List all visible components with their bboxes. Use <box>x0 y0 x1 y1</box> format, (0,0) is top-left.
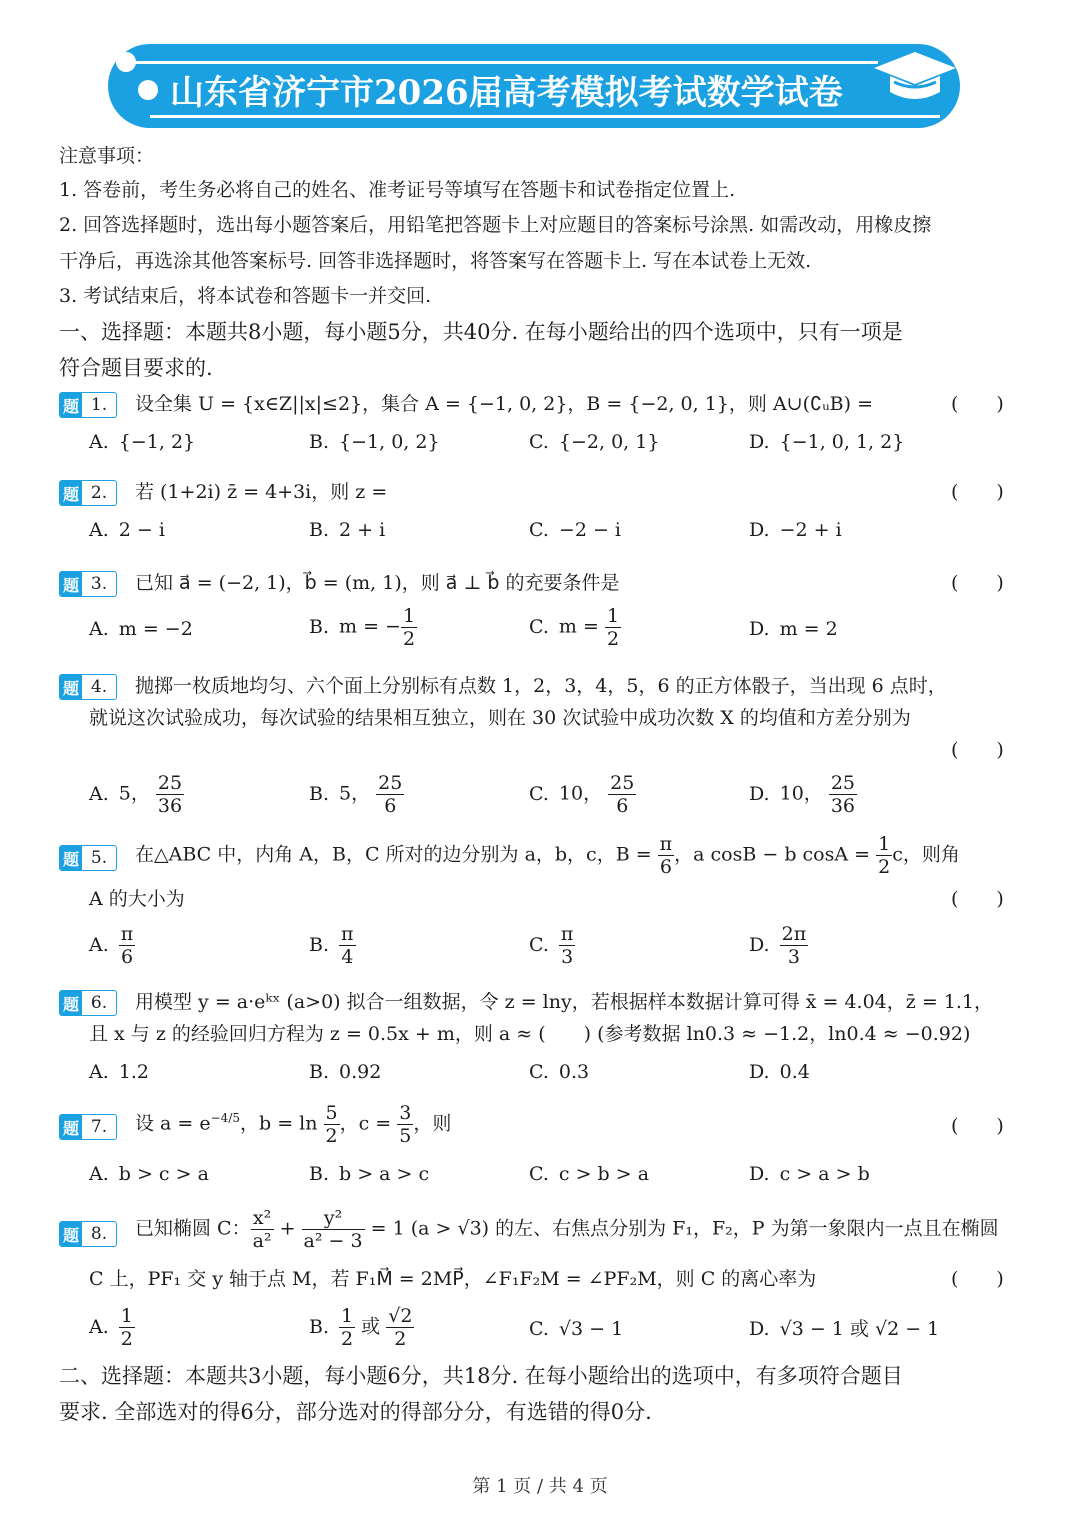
option-d[interactable] <box>749 516 842 544</box>
section-heading-line: 二、选择题：本题共3小题，每小题6分，共18分. 在每小题给出的选项中，有多项符合题目 <box>59 1364 903 1388</box>
fraction <box>119 1305 135 1350</box>
numerator: π <box>560 923 574 945</box>
option-a[interactable] <box>89 428 195 456</box>
option-text: b > c > a <box>118 1163 209 1185</box>
option-b[interactable] <box>309 605 417 650</box>
fraction <box>251 1207 274 1252</box>
exam-title: 山东省济宁市2026届高考模拟考试数学试卷 <box>170 73 843 113</box>
numerator: π <box>120 923 134 945</box>
question-number: 6. <box>90 993 108 1013</box>
option-c[interactable] <box>529 1315 623 1343</box>
section-heading-line: 一、选择题：本题共8小题，每小题5分，共40分. 在每小题给出的四个选项中，只有一项是 <box>59 320 903 344</box>
fraction <box>559 923 576 968</box>
option-label: A. <box>89 1061 109 1083</box>
numerator: 1 <box>341 1305 354 1327</box>
badge-label: 题 <box>60 1222 82 1246</box>
section-heading-line: 要求. 全部选对的得6分，部分选对的得部分分，有选错的得0分. <box>59 1400 652 1424</box>
question-number: 1. <box>90 395 108 415</box>
note-item: 1. 答卷前，考生务必将自己的姓名、准考证号等填写在答题卡和试卷指定位置上. <box>59 179 736 201</box>
option-label: D. <box>749 933 770 956</box>
option-label: D. <box>749 782 770 805</box>
denominator: 6 <box>120 946 134 968</box>
option-d[interactable] <box>749 615 838 643</box>
option-text: {−1, 2} <box>118 431 196 453</box>
numerator: x² <box>251 1207 274 1230</box>
option-text: m = 2 <box>779 618 838 640</box>
stem-text: 设 a = e <box>135 1112 211 1135</box>
option-label: B. <box>309 1315 330 1338</box>
question-badge <box>59 845 117 871</box>
question-stem <box>135 1207 999 1252</box>
numerator: 1 <box>402 605 416 627</box>
fraction <box>397 1102 413 1147</box>
option-label: D. <box>749 1061 770 1083</box>
fraction <box>339 1305 355 1350</box>
question-stem: 设全集 U = {x∈Z||x|≤2}，集合 A = {−1, 0, 2}，B = {−2, 0, 1}，则 A∪(∁ᵤB) = <box>135 393 873 415</box>
fraction <box>302 1207 365 1252</box>
numerator: 1 <box>878 833 891 855</box>
option-text: 5， <box>339 782 371 805</box>
option-text: √3 − 1 或 √2 − 1 <box>779 1318 940 1340</box>
note-item: 干净后，再选涂其他答案标号. 回答非选择题时，将答案写在答题卡上. 写在本试卷上无效. <box>59 250 812 272</box>
option-d[interactable] <box>749 923 808 968</box>
question-badge <box>59 571 117 597</box>
denominator: 3 <box>561 946 574 968</box>
answer-paren: ( ) <box>951 572 1004 594</box>
option-c[interactable] <box>529 605 621 650</box>
option-text: m = − <box>339 615 401 638</box>
option-text: m = <box>558 615 599 638</box>
numerator: 1 <box>606 605 620 627</box>
denominator: 6 <box>659 856 672 878</box>
option-a[interactable] <box>89 772 184 817</box>
option-label: C. <box>529 519 549 541</box>
option-a[interactable] <box>89 615 193 643</box>
fraction <box>376 772 404 817</box>
option-c[interactable] <box>529 1058 589 1086</box>
question-number: 3. <box>90 574 108 594</box>
numerator: 2π <box>781 923 807 945</box>
option-label: A. <box>89 933 109 956</box>
option-d[interactable] <box>749 772 857 817</box>
option-label: A. <box>89 782 109 805</box>
option-label: D. <box>749 431 770 453</box>
option-text: c > b > a <box>558 1163 650 1185</box>
question-stem-continued: 且 x 与 z 的经验回归方程为 z = 0.5x + m，则 a ≈ ( ) (参考数据 ln0.3 ≈ −1.2，ln0.4 ≈ −0.92) <box>89 1023 971 1045</box>
option-a[interactable] <box>89 1160 209 1188</box>
denominator: 2 <box>341 1328 354 1350</box>
option-label: A. <box>89 519 109 541</box>
option-text: 0.92 <box>339 1061 382 1083</box>
denominator: a² − 3 <box>303 1230 363 1252</box>
numerator: 1 <box>120 1305 133 1327</box>
notes-heading: 注意事项： <box>59 145 155 167</box>
answer-paren: ( ) <box>951 481 1004 503</box>
option-label: C. <box>529 1061 549 1083</box>
option-b[interactable] <box>309 516 385 544</box>
option-text: −2 + i <box>779 519 842 541</box>
stem-text: ，则 <box>413 1112 452 1135</box>
option-text: 2 − i <box>118 519 165 541</box>
answer-paren: ( ) <box>951 393 1004 415</box>
numerator: 5 <box>325 1102 338 1124</box>
option-text: 2 + i <box>339 519 386 541</box>
numerator: 25 <box>610 772 635 794</box>
numerator: √2 <box>388 1305 413 1327</box>
numerator: π <box>659 833 673 855</box>
option-c[interactable] <box>529 923 575 968</box>
question-stem-continued: C 上，PF₁ 交 y 轴于点 M，若 F₁M⃗ = 2MP⃗，∠F₁F₂M = ∠PF₂M，则 C 的离心率为 <box>89 1268 817 1290</box>
answer-paren: ( ) <box>951 739 1004 761</box>
question-badge <box>59 480 117 506</box>
question-badge <box>59 1221 117 1247</box>
option-b[interactable] <box>309 1160 429 1188</box>
answer-paren: ( ) <box>951 1268 1004 1290</box>
option-text: 0.4 <box>779 1061 810 1083</box>
numerator: y² <box>302 1207 365 1230</box>
question-number: 7. <box>90 1117 108 1137</box>
option-b[interactable] <box>309 772 404 817</box>
fraction <box>386 1305 414 1350</box>
question-stem: 已知 a⃗ = (−2, 1)，b⃗ = (m, 1)，则 a⃗ ⊥ b⃗ 的充要条件是 <box>135 572 620 594</box>
option-label: C. <box>529 1163 549 1185</box>
fraction <box>156 772 184 817</box>
question-badge <box>59 674 117 700</box>
option-label: A. <box>89 1315 109 1338</box>
badge-label: 题 <box>60 675 82 699</box>
option-c[interactable] <box>529 1160 649 1188</box>
fraction <box>658 833 675 878</box>
fraction <box>876 833 892 878</box>
option-text: 10， <box>558 782 603 805</box>
option-d[interactable] <box>749 1058 810 1086</box>
denominator: 36 <box>157 795 183 817</box>
question-number: 5. <box>90 848 108 868</box>
option-a[interactable] <box>89 923 135 968</box>
banner-decor-dot <box>138 80 158 100</box>
denominator: 2 <box>606 628 620 650</box>
question-badge <box>59 392 117 418</box>
option-label: C. <box>529 782 549 805</box>
numerator: 25 <box>378 772 403 794</box>
option-text: {−2, 0, 1} <box>558 431 660 453</box>
denominator: 2 <box>402 628 416 650</box>
denominator: 2 <box>325 1125 338 1147</box>
question-stem <box>135 1102 451 1147</box>
numerator: π <box>341 923 354 945</box>
stem-text: 已知椭圆 C： <box>135 1217 251 1240</box>
option-label: D. <box>749 618 770 640</box>
option-label: D. <box>749 519 770 541</box>
plus-sign: + <box>279 1217 296 1240</box>
option-label: B. <box>309 519 330 541</box>
option-d[interactable] <box>749 428 904 456</box>
stem-text: ，c = <box>339 1112 392 1135</box>
option-text: {−1, 0, 1, 2} <box>779 431 905 453</box>
denominator: a² <box>252 1230 272 1252</box>
section-heading <box>59 314 1019 386</box>
fraction <box>608 772 636 817</box>
fraction <box>605 605 621 650</box>
exponent: −4/5 <box>210 1111 240 1126</box>
option-a[interactable] <box>89 1305 135 1350</box>
badge-label: 题 <box>60 393 82 417</box>
option-text: c > a > b <box>779 1163 870 1185</box>
option-a[interactable] <box>89 1058 149 1086</box>
option-text: √3 − 1 <box>558 1318 624 1340</box>
note-item: 3. 考试结束后，将本试卷和答题卡一并交回. <box>59 285 432 307</box>
stem-text: 在△ABC 中，内角 A，B，C 所对的边分别为 a，b，c，B = <box>135 843 652 866</box>
denominator: 2 <box>120 1328 133 1350</box>
option-text: 1.2 <box>118 1061 149 1083</box>
answer-paren: ( ) <box>951 888 1004 910</box>
stem-text: = 1 (a > √3) 的左、右焦点分别为 F₁，F₂，P 为第一象限内一点且在椭圆 <box>370 1217 999 1240</box>
badge-label: 题 <box>60 481 82 505</box>
answer-paren: ( ) <box>951 1115 1004 1137</box>
question-stem-continued: A 的大小为 <box>89 888 185 910</box>
question-stem-continued: 就说这次试验成功，每次试验的结果相互独立，则在 30 次试验中成功次数 X 的均值和方差分别为 <box>89 707 911 729</box>
question-stem: 用模型 y = a·eᵏˣ (a>0) 拟合一组数据，令 z = lny，若根据样本数据计算可得 x̄ = 4.04，z̄ = 1.1， <box>135 991 993 1013</box>
option-label: A. <box>89 431 109 453</box>
option-c[interactable] <box>529 428 659 456</box>
option-b[interactable] <box>309 1058 381 1086</box>
option-text: {−1, 0, 2} <box>339 431 440 453</box>
option-label: B. <box>309 933 330 956</box>
option-text: b > a > c <box>339 1163 430 1185</box>
badge-label: 题 <box>60 846 82 870</box>
option-label: D. <box>749 1163 770 1185</box>
banner-decor-line <box>128 61 878 64</box>
option-label: B. <box>309 615 330 638</box>
denominator: 2 <box>394 1328 407 1350</box>
fraction <box>401 605 417 650</box>
question-number: 4. <box>90 677 108 697</box>
fraction <box>829 772 857 817</box>
option-d[interactable] <box>749 1315 939 1343</box>
denominator: 6 <box>616 795 629 817</box>
denominator: 3 <box>787 946 800 968</box>
denominator: 4 <box>341 946 354 968</box>
badge-label: 题 <box>60 572 82 596</box>
option-label: B. <box>309 1061 330 1083</box>
fraction <box>339 923 356 968</box>
banner-decor-dot <box>116 52 136 72</box>
section-heading-line: 符合题目要求的. <box>59 356 213 380</box>
option-a[interactable] <box>89 516 165 544</box>
option-label: A. <box>89 618 109 640</box>
section-heading <box>59 1358 1019 1430</box>
fraction <box>119 923 136 968</box>
option-text: m = −2 <box>118 618 193 640</box>
option-label: B. <box>309 1163 330 1185</box>
question-badge <box>59 990 117 1016</box>
option-c[interactable] <box>529 772 636 817</box>
option-label: A. <box>89 1163 109 1185</box>
fraction <box>780 923 809 968</box>
question-stem: 若 (1+2i) z̄ = 4+3i，则 z = <box>135 481 388 503</box>
question-number: 2. <box>90 483 108 503</box>
option-label: C. <box>529 615 549 638</box>
stem-text: ，a cosB − b cosA = <box>674 843 871 866</box>
option-b[interactable] <box>309 923 356 968</box>
question-stem: 抛掷一枚质地均匀、六个面上分别标有点数 1，2，3，4，5，6 的正方体骰子，当出现 6 点时， <box>135 675 947 697</box>
stem-text: ，b = ln <box>240 1112 318 1135</box>
option-b[interactable] <box>309 1305 414 1350</box>
question-stem <box>135 833 960 878</box>
option-text: −2 − i <box>558 519 621 541</box>
fraction <box>324 1102 340 1147</box>
option-label: C. <box>529 1318 549 1340</box>
denominator: 36 <box>830 795 856 817</box>
denominator: 5 <box>399 1125 412 1147</box>
badge-label: 题 <box>60 1115 82 1139</box>
option-c[interactable] <box>529 516 621 544</box>
badge-label: 题 <box>60 991 82 1015</box>
option-label: C. <box>529 431 549 453</box>
option-label: B. <box>309 782 330 805</box>
note-item: 2. 回答选择题时，选出每小题答案后，用铅笔把答题卡上对应题目的答案标号涂黑. 如需改动，用橡皮擦 <box>59 214 932 236</box>
graduation-cap-icon <box>872 46 958 106</box>
numerator: 25 <box>830 772 856 794</box>
option-label: C. <box>529 933 549 956</box>
stem-text: c，则角 <box>892 843 960 866</box>
option-d[interactable] <box>749 1160 870 1188</box>
question-badge <box>59 1114 117 1140</box>
denominator: 6 <box>384 795 397 817</box>
option-label: D. <box>749 1318 770 1340</box>
option-b[interactable] <box>309 428 440 456</box>
option-text: 5， <box>118 782 150 805</box>
option-text: 0.3 <box>558 1061 590 1083</box>
numerator: 25 <box>157 772 183 794</box>
question-number: 8. <box>90 1224 108 1244</box>
option-text: 10， <box>779 782 823 805</box>
option-label: B. <box>309 431 330 453</box>
page-number: 第 1 页 / 共 4 页 <box>472 1476 608 1497</box>
denominator: 2 <box>878 856 891 878</box>
numerator: 3 <box>399 1102 412 1124</box>
option-text: 或 <box>361 1315 381 1338</box>
